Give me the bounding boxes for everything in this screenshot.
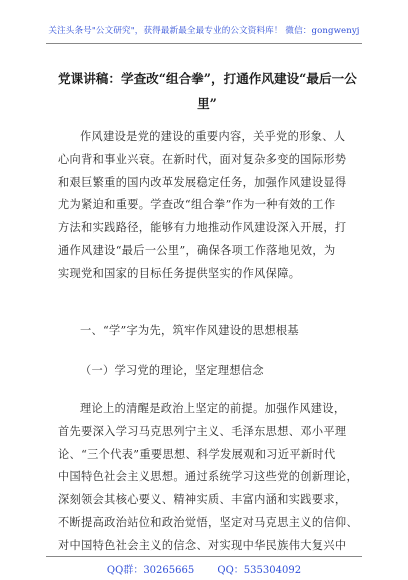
- subsection-heading: （一）学习党的理论，坚定理想信念: [80, 364, 264, 377]
- paragraph-line: 中国特色社会主义思想。通过系统学习这些党的创新理论，: [58, 470, 358, 484]
- paragraph-line: 心向背和事业兴衰。在新时代，面对复杂多变的国际形势: [58, 152, 347, 166]
- document-title: [58, 66, 356, 116]
- footer-divider: [46, 556, 362, 557]
- paragraph-intro: [58, 126, 360, 286]
- paragraph-line: 深刻领会其核心要义、精神实质、丰富内涵和实践要求，: [58, 493, 347, 507]
- paragraph-line: 和艰巨繁重的国内改革发展稳定任务，加强作风建设显得: [58, 175, 347, 189]
- paragraph-line: 理论上的清醒是政治上坚定的前提。加强作风建设，: [80, 402, 346, 415]
- paragraph-line: 不断提高政治站位和政治觉悟，坚定对马克思主义的信仰、: [58, 515, 358, 529]
- paragraph-line: 论、“三个代表”重要思想、科学发展观和习近平新时代: [58, 447, 336, 461]
- paragraph-line: 对中国特色社会主义的信念、对实现中华民族伟大复兴中: [58, 538, 347, 552]
- paragraph-line: 尤为紧迫和重要。学查改“组合拳”作为一种有效的工作: [58, 198, 336, 212]
- footer-qq-group: QQ群：30265665: [106, 565, 195, 576]
- paragraph-theory: [58, 398, 360, 558]
- header-divider: [46, 43, 362, 44]
- title-line-2: 里”: [197, 96, 217, 111]
- paragraph-line: 实现党和国家的目标任务提供坚实的作风保障。: [58, 266, 301, 280]
- paragraph-line: 方法和实践路径，能够有力地推动作风建设深入开展，打: [58, 221, 347, 235]
- header-promo-text: 关注头条号"公文研究"，获得最新最全最专业的公文资料库！ 微信：gongwenyj: [48, 26, 360, 36]
- footer-contact: [0, 561, 408, 576]
- paragraph-line: 通作风建设“最后一公里”，确保各项工作落地见效，为: [58, 243, 336, 257]
- footer-qq-number: QQ：535304092: [217, 565, 302, 576]
- paragraph-line: 首先要深入学习马克思列宁主义、毛泽东思想、邓小平理: [58, 424, 347, 438]
- title-line-1: 党课讲稿：学查改“组合拳”，打通作风建设“最后一公: [58, 71, 357, 86]
- paragraph-line: 作风建设是党的建设的重要内容，关乎党的形象、人: [80, 130, 346, 143]
- section-heading: 一、“学”字为先，筑牢作风建设的思想根基: [80, 324, 299, 337]
